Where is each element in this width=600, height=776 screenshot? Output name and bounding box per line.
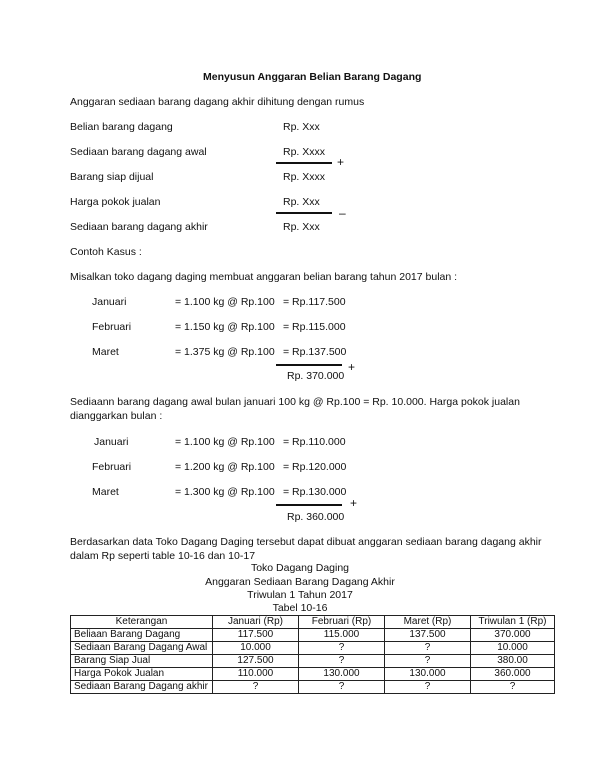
column-header: Keterangan (71, 616, 213, 629)
calc-month: Februari (92, 321, 132, 333)
paragraph: Misalkan toko dagang daging membuat anggaran belian barang tahun 2017 bulan : (70, 271, 458, 283)
table-cell: ? (385, 681, 471, 694)
formula-label: Sediaan barang dagang akhir (70, 221, 208, 233)
sum-rule (276, 162, 332, 164)
calc-month: Januari (94, 436, 129, 448)
table-cell: ? (385, 642, 471, 655)
formula-value: Rp. Xxxx (283, 146, 326, 158)
formula-value: Rp. Xxx (283, 221, 320, 233)
column-header: Februari (Rp) (299, 616, 385, 629)
table-cell: 130.000 (385, 668, 471, 681)
plus-sign: + (337, 155, 345, 169)
column-header: Januari (Rp) (213, 616, 299, 629)
column-header: Triwulan 1 (Rp) (471, 616, 555, 629)
calc-total: = Rp.117.500 (283, 296, 346, 308)
calc-month: Februari (92, 461, 132, 473)
table-cell: 360.000 (471, 668, 555, 681)
sum-rule (276, 504, 342, 506)
calc-sum: Rp. 370.000 (287, 370, 345, 382)
calc-month: Januari (92, 296, 127, 308)
paragraph: Berdasarkan data Toko Dagang Daging tersebut dapat dibuat anggaran sediaan barang dagang akhir (70, 536, 542, 548)
calc-qty: = 1.300 kg @ Rp.100 (175, 486, 275, 498)
plus-sign: + (348, 360, 356, 374)
table-cell: 127.500 (213, 655, 299, 668)
table-cell: ? (213, 681, 299, 694)
minus-sign: – (339, 206, 346, 220)
calc-total: = Rp.130.000 (283, 486, 347, 498)
table-cell: 370.000 (471, 629, 555, 642)
calc-total: = Rp.137.500 (283, 346, 347, 358)
table-cell: ? (471, 681, 555, 694)
paragraph: dianggarkan bulan : (70, 410, 163, 422)
table-row (71, 629, 555, 642)
calc-qty: = 1.200 kg @ Rp.100 (175, 461, 275, 473)
table-cell: ? (299, 642, 385, 655)
row-label: Beliaan Barang Dagang (71, 629, 213, 642)
table-cell: 137.500 (385, 629, 471, 642)
table-header-row (71, 616, 555, 629)
table-cell: ? (299, 681, 385, 694)
row-label: Barang Siap Jual (71, 655, 213, 668)
calc-total: = Rp.115.000 (283, 321, 346, 333)
sum-rule (276, 364, 342, 366)
row-label: Sediaan Barang Dagang Awal (71, 642, 213, 655)
table-cell: 130.000 (299, 668, 385, 681)
calc-month: Maret (92, 346, 119, 358)
table-cell: 10.000 (213, 642, 299, 655)
calc-qty: = 1.100 kg @ Rp.100 (175, 296, 275, 308)
table-cell: 115.000 (299, 629, 385, 642)
table-title: Toko Dagang Daging (250, 562, 350, 574)
table-cell: 117.500 (213, 629, 299, 642)
intro-text: Anggaran sediaan barang dagang akhir dihitung dengan rumus (70, 96, 365, 108)
table-cell: 10.000 (471, 642, 555, 655)
table-cell: 380.00 (471, 655, 555, 668)
page-title: Menyusun Anggaran Belian Barang Dagang (203, 71, 422, 83)
plus-sign: + (350, 496, 358, 510)
budget-table (70, 615, 555, 694)
calc-qty: = 1.150 kg @ Rp.100 (175, 321, 275, 333)
table-row (71, 681, 555, 694)
calc-total: = Rp.120.000 (283, 461, 347, 473)
table-subtitle: Anggaran Sediaan Barang Dagang Akhir (205, 576, 395, 588)
formula-value: Rp. Xxxx (283, 171, 326, 183)
table-cell: ? (385, 655, 471, 668)
column-header: Maret (Rp) (385, 616, 471, 629)
table-cell: 110.000 (213, 668, 299, 681)
section-heading: Contoh Kasus : (70, 246, 142, 258)
formula-value: Rp. Xxx (283, 196, 320, 208)
paragraph: Sediaann barang dagang awal bulan januari 100 kg @ Rp.100 = Rp. 10.000. Harga pokok jualan (70, 396, 520, 408)
table-period: Triwulan 1 Tahun 2017 (247, 589, 353, 601)
table-row (71, 655, 555, 668)
calc-qty: = 1.375 kg @ Rp.100 (175, 346, 275, 358)
paragraph: dalam Rp seperti table 10-16 dan 10-17 (70, 550, 256, 562)
table-number: Tabel 10-16 (272, 602, 328, 614)
table-row (71, 642, 555, 655)
row-label: Sediaan Barang Dagang akhir (71, 681, 213, 694)
calc-qty: = 1.100 kg @ Rp.100 (175, 436, 275, 448)
row-label: Harga Pokok Jualan (71, 668, 213, 681)
formula-value: Rp. Xxx (283, 121, 320, 133)
formula-label: Barang siap dijual (70, 171, 154, 183)
table-row (71, 668, 555, 681)
calc-month: Maret (92, 486, 119, 498)
calc-total: = Rp.110.000 (283, 436, 346, 448)
subtract-rule (276, 212, 332, 214)
formula-label: Harga pokok jualan (70, 196, 161, 208)
formula-label: Sediaan barang dagang awal (70, 146, 207, 158)
table-cell: ? (299, 655, 385, 668)
calc-sum: Rp. 360.000 (287, 511, 345, 523)
formula-label: Belian barang dagang (70, 121, 173, 133)
